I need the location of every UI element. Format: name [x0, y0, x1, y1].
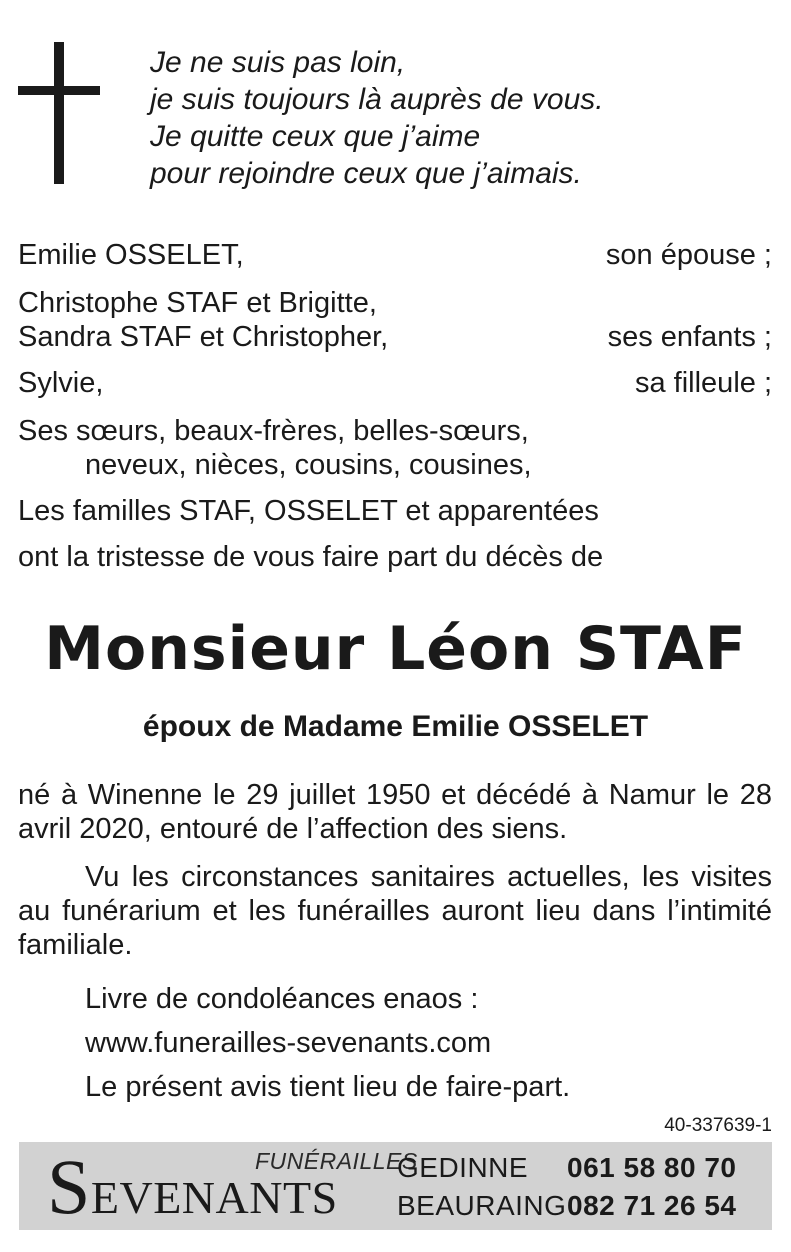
cross-icon: [18, 42, 100, 184]
family-children: [18, 286, 772, 354]
family-spouse: [18, 238, 772, 272]
brand-tagline: FUNÉRAILLES: [255, 1148, 418, 1174]
announcement-line: ont la tristesse de vous faire part du décès de: [18, 541, 604, 573]
poem-line: pour rejoindre ceux que j’aimais.: [150, 157, 582, 190]
child-line: Sandra STAF et Christopher,: [18, 321, 389, 353]
notice-line: Le présent avis tient lieu de faire-part.: [85, 1071, 571, 1103]
families-line: Les familles STAF, OSSELET et apparentées: [18, 495, 599, 527]
condolences-label: Livre de condoléances enaos :: [85, 983, 479, 1015]
funeral-home-banner: [19, 1142, 772, 1230]
family-goddaughter: [18, 366, 772, 400]
deceased-spouse: époux de Madame Emilie OSSELET: [142, 710, 649, 743]
spouse-relation: son épouse ;: [605, 239, 772, 271]
announcement: [18, 540, 772, 574]
phone-beauraing: 082 71 26 54: [567, 1190, 737, 1221]
brand-logo: SEVENANTS: [47, 1143, 338, 1230]
website-link[interactable]: www.funerailles-sevenants.com: [85, 1027, 492, 1059]
phone-gedinne: 061 58 80 70: [567, 1152, 737, 1183]
goddaughter-name: Sylvie,: [18, 367, 104, 399]
birth-death-paragraph: né à Winenne le 29 juillet 1950 et décédé à Namur le 28 avril 2020, entouré de l’affection des siens.: [18, 779, 772, 845]
reference-number: 40-337639-1: [664, 1115, 772, 1136]
child-line: Christophe STAF et Brigitte,: [18, 287, 377, 319]
goddaughter-relation: sa filleule ;: [634, 367, 772, 399]
poem-line: Je quitte ceux que j’aime: [150, 120, 481, 153]
children-relation: ses enfants ;: [607, 321, 772, 353]
deceased-name: Monsieur Léon STAF: [44, 614, 747, 684]
relatives-line: neveux, nièces, cousins, cousines,: [85, 449, 532, 481]
spouse-name: Emilie OSSELET,: [18, 239, 244, 271]
poem-line: Je ne suis pas loin,: [150, 46, 406, 79]
family-families: [18, 494, 772, 528]
circumstances-paragraph: Vu les circonstances sanitaires actuelles, les visites au funérarium et les funérailles auront lieu dans l’intimité familiale.: [18, 861, 772, 961]
city-gedinne: GEDINNE: [397, 1152, 529, 1183]
siblings-line: Ses sœurs, beaux-frères, belles-sœurs,: [18, 415, 529, 447]
poem: [150, 44, 604, 192]
family-siblings: [18, 414, 772, 482]
poem-line: je suis toujours là auprès de vous.: [150, 83, 604, 116]
city-beauraing: BEAURAING: [397, 1190, 567, 1221]
